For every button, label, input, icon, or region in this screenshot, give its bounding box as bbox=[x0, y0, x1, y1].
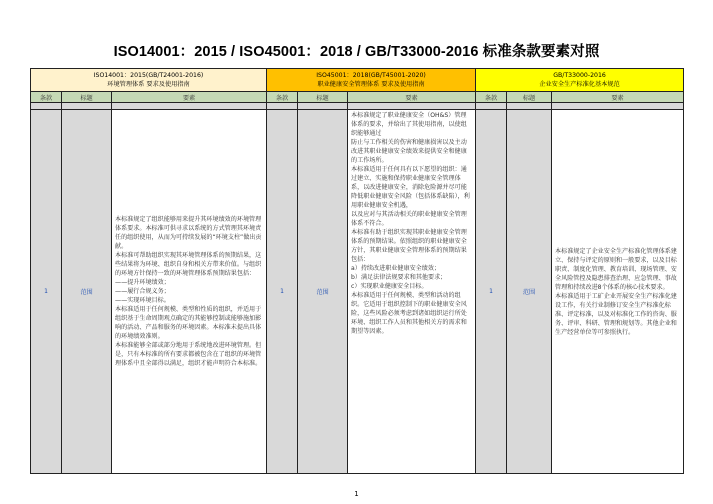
column-header-element: 要素 bbox=[112, 92, 267, 103]
gbt33000-title: 范围 bbox=[507, 110, 552, 474]
page-number: 1 bbox=[354, 490, 359, 498]
spacer-row bbox=[31, 103, 684, 110]
iso14001-clause: 1 bbox=[31, 110, 62, 474]
iso45001-header bbox=[267, 69, 476, 92]
iso14001-title: 范围 bbox=[62, 110, 112, 474]
iso14001-code: ISO14001：2015(GB/T24001-2016) bbox=[93, 72, 204, 79]
iso14001-requirement: 本标准规定了组织能够用来提升其环境绩效的环境管理体系要求。本标准可供寻求以系统的方式管理其环境责任的组织使用，从而为可持续发展的“环境支柱”做出贡献。 本标准可帮助组织实现其环境管理体系的预期结果，这些结果将为环境、组织自身和相关方带来价值。与组织的环境方针保持一致的环境管理体系预期结果包括： ——提升环境绩效； ——履行合规义务； ——实现环境目标。 本标准适用于任何规模、类型和性质的组织，并适用于组织基于生命周期观点确定的其能够控制或能够施加影响的活动、产品和服务的环境因素。本标准未提出具体的环境绩效准则。 本标准能够全部或部分地用于系统地改进环境管理。但是，只有本标准的所有要求都被包含在了组织的环境管理体系中且全部得以满足，组织才能声明符合本标准。 bbox=[112, 110, 267, 474]
iso45001-clause: 1 bbox=[267, 110, 298, 474]
gbt33000-requirement: 本标准规定了企业安全生产标准化管理体系建立、保持与评定的原则和一般要求，以及目标职责、制度化管理、教育培训、现场管理、安全风险管控及隐患排查治理、应急管理、事故管理和持续改进8个体系的核心技术要求。 本标准适用于工矿企业开展安全生产标准化建设工作，有关行业制修订安全生产标准化标准、评定标准，以及对标准化工作的咨询、服务、评审、科研、管理和规划等。其他企业和生产经营单位等可参照执行。 bbox=[552, 110, 684, 474]
column-header-element: 要素 bbox=[348, 92, 476, 103]
column-header-title: 标题 bbox=[298, 92, 348, 103]
iso45001-title: 范围 bbox=[298, 110, 348, 474]
column-header-title: 标题 bbox=[507, 92, 552, 103]
gbt33000-code: GB/T33000-2016 bbox=[553, 72, 606, 79]
column-header-clause: 条款 bbox=[31, 92, 62, 103]
table-row bbox=[31, 110, 684, 474]
standards-header-row bbox=[31, 69, 684, 92]
page-title: ISO14001：2015 / ISO45001：2018 / GB/T33000-2016 标准条款要素对照 bbox=[113, 44, 600, 60]
iso14001-header bbox=[31, 69, 267, 92]
column-header-clause: 条款 bbox=[267, 92, 298, 103]
iso45001-name: 职业健康安全管理体系 要求及使用指南 bbox=[317, 81, 425, 88]
gbt33000-header bbox=[476, 69, 684, 92]
comparison-table bbox=[30, 68, 684, 474]
column-header-title: 标题 bbox=[62, 92, 112, 103]
column-header-element: 要素 bbox=[552, 92, 684, 103]
gbt33000-name: 企业安全生产标准化基本规范 bbox=[539, 81, 620, 88]
column-header-clause: 条款 bbox=[476, 92, 507, 103]
iso14001-name: 环境管理体系 要求及使用指南 bbox=[107, 81, 190, 88]
gbt33000-clause: 1 bbox=[476, 110, 507, 474]
column-header-row bbox=[31, 92, 684, 103]
iso45001-code: ISO45001：2018(GB/T45001-2020) bbox=[316, 72, 426, 79]
iso45001-requirement: 本标准规定了职业健康安全（OH&S）管理体系的要求，并给出了其使用指南，以使组织能够通过 防止与工作相关的伤害和健康损害以及主动改进其职业健康安全绩效来提供安全和健康的工作场所。 本标准适用于任何具有以下愿望的组织：通过建立、实施和保持职业健康安全管理体系，以改进健康安全，消除危险源并尽可能降低职业健康安全风险（包括体系缺陷），利用职业健康安全机遇， 以及应对与其活动相关的职业健康安全管理体系不符合。 本标准有助于组织实现其职业健康安全管理体系的预期结果。依照组织的职业健康安全方针，其职业健康安全管理体系的预期结果包括： a）持续改进职业健康安全绩效； b）满足法律法规要求和其他要求； c）实现职业健康安全目标。 本标准适用于任何规模、类型和活动的组织。它适用于组织控制下的职业健康安全风险，这些风险必须考虑到诸如组织运行所处环境、组织工作人员和其他相关方的需求和期望等因素。 bbox=[348, 110, 476, 474]
